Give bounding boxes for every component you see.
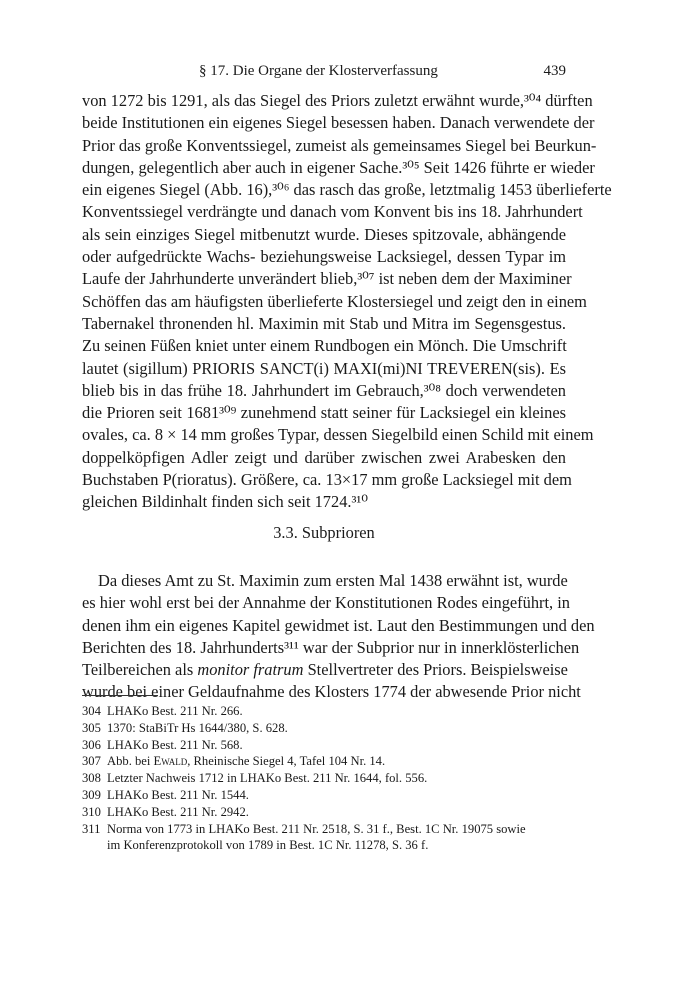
- text-line: wurde bei einer Geldaufnahme des Klosters 1774 der abwesende Prior nicht: [82, 682, 581, 702]
- footnote-text: [107, 753, 566, 770]
- text-segment: Stellvertreter des Priors. Beispielsweise: [303, 660, 568, 680]
- footnote-number: 311: [82, 821, 101, 836]
- text-line: Berichten des 18. Jahrhunderts³¹¹ war der Subprior nur in innerklösterlichen: [82, 637, 580, 657]
- text-line: dungen, gelegentlich aber auch in eigener Sache.³⁰⁵ Seit 1426 führte er wieder: [82, 157, 595, 177]
- footnote-rule: [82, 695, 158, 696]
- text-line: oder aufgedrückte Wachs- beziehungsweise Lacksiegel, dessen Typar im: [82, 247, 566, 267]
- footnote-line: Norma von 1773 in LHAKo Best. 211 Nr. 2518, S. 31 f., Best. 1C Nr. 19075 sowie: [107, 821, 526, 836]
- footnote: [82, 703, 566, 720]
- footnote-number: 308: [82, 771, 101, 786]
- paragraph-subpriors: [82, 570, 595, 704]
- text-segment: Abb. bei: [107, 754, 154, 769]
- text-line: beide Institutionen ein eigenes Siegel besessen haben. Danach verwendete der: [82, 113, 595, 133]
- footnote-number: 305: [82, 720, 101, 735]
- text-line: blieb bis in das frühe 18. Jahrhundert im Gebrauch,³⁰⁸ doch verwendeten: [82, 380, 566, 400]
- text-line: ein eigenes Siegel (Abb. 16),³⁰⁶ das rasch das große, letztmalig 1453 überlieferte: [82, 180, 612, 200]
- text-line: denen ihm ein eigenes Kapitel gewidmet ist. Laut den Bestimmungen und den: [82, 615, 595, 635]
- text-line: doppelköpfigen Adler zeigt und darüber zwischen zwei Arabesken den: [82, 447, 566, 467]
- text-line: [82, 659, 566, 681]
- footnote-text: Letzter Nachweis 1712 in LHAKo Best. 211 Nr. 1644, fol. 556.: [107, 771, 428, 786]
- footnote-text: LHAKo Best. 211 Nr. 568.: [107, 737, 243, 752]
- text-segment: Teilbereichen als: [82, 660, 198, 680]
- text-line: Buchstaben P(rioratus). Größere, ca. 13×17 mm große Lacksiegel mit dem: [82, 470, 572, 490]
- footnote: [82, 753, 566, 770]
- footnote-line: im Konferenzprotokoll von 1789 in Best. 1C Nr. 11278, S. 36 f.: [107, 838, 429, 853]
- text-line: Schöffen das am häufigsten überlieferte Klostersiegel und zeigt den in einem: [82, 291, 587, 311]
- running-header: [82, 60, 566, 82]
- italic-term: monitor fratrum: [197, 660, 304, 680]
- footnote: [82, 737, 566, 754]
- text-line: Zu seinen Füßen kniet unter einem Rundbogen ein Mönch. Die Umschrift: [82, 336, 567, 356]
- footnote-text: LHAKo Best. 211 Nr. 266.: [107, 704, 243, 718]
- footnote-number: 307: [82, 754, 101, 769]
- footnotes: [82, 703, 566, 854]
- text-line: ovales, ca. 8 × 14 mm großes Typar, dessen Siegelbild einen Schild mit einem: [82, 425, 594, 445]
- footnote: [82, 804, 566, 821]
- text-line: Laufe der Jahrhunderte unverändert blieb,³⁰⁷ ist neben dem der Maximiner: [82, 269, 572, 289]
- footnote-number: 310: [82, 804, 101, 819]
- text-line: Tabernakel thronenden hl. Maximin mit Stab und Mitra im Segensgestus.: [82, 313, 566, 333]
- text-line: Da dieses Amt zu St. Maximin zum ersten Mal 1438 erwähnt ist, wurde: [98, 571, 568, 590]
- footnote-number: 309: [82, 787, 101, 802]
- text-line: lautet (sigillum) PRIORIS SANCT(i) MAXI(mi)NI TREVEREN(sis). Es: [82, 358, 566, 378]
- text-line: als sein einziges Siegel mitbenutzt wurde. Dieses spitzovale, abhängende: [82, 224, 566, 244]
- author-name: Ewald: [153, 754, 188, 769]
- footnote: [82, 821, 566, 855]
- footnote-number: 304: [82, 704, 101, 718]
- paragraph-prior-seal: [82, 90, 612, 514]
- footnote-text: 1370: StaBiTr Hs 1644/380, S. 628.: [107, 720, 288, 735]
- page-number: 439: [543, 63, 566, 79]
- text-line: die Prioren seit 1681³⁰⁹ zunehmend statt seiner für Lacksiegel ein kleines: [82, 403, 566, 423]
- text-line: Konventssiegel verdrängte und danach vom Konvent bis ins 18. Jahrhundert: [82, 202, 583, 222]
- footnote: [82, 787, 566, 804]
- text-segment: , Rheinische Siegel 4, Tafel 104 Nr. 14.: [187, 754, 386, 769]
- text-line: gleichen Bildinhalt finden sich seit 1724.³¹⁰: [82, 492, 368, 512]
- section-heading: 3.3. Subprioren: [273, 523, 375, 542]
- footnote: [82, 770, 566, 787]
- footnote-text: LHAKo Best. 211 Nr. 2942.: [107, 804, 249, 819]
- footnote-text: LHAKo Best. 211 Nr. 1544.: [107, 787, 249, 802]
- footnote: [82, 720, 566, 737]
- footnote-number: 306: [82, 737, 101, 752]
- text-line: Prior das große Konventssiegel, zumeist als gemeinsames Siegel bei Beurkun-: [82, 135, 597, 155]
- running-title: § 17. Die Organe der Klosterverfassung: [199, 63, 438, 79]
- text-line: von 1272 bis 1291, als das Siegel des Priors zuletzt erwähnt wurde,³⁰⁴ dürften: [82, 91, 593, 110]
- text-line: es hier wohl erst bei der Annahme der Konstitutionen Rodes eingeführt, in: [82, 593, 570, 613]
- footnote-text: [107, 821, 566, 855]
